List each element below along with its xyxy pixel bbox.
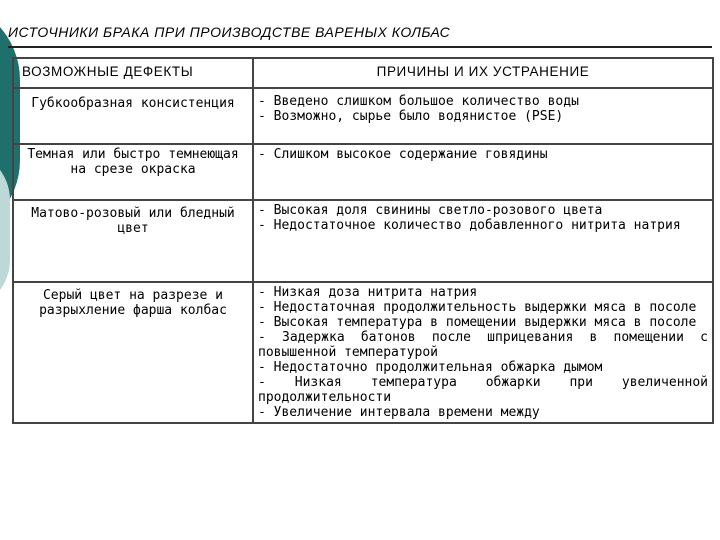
cause-item: - Увеличение интервала времени между — [258, 405, 540, 420]
cause-item: - Высокая доля свинины светло-розового цвета — [258, 203, 603, 218]
cause-item: - Недостаточное количество добавленного нитрита натрия — [258, 218, 681, 233]
cause-item: - Недостаточная продолжительность выдержки мяса в посоле — [258, 300, 697, 315]
cause-item: - Введено слишком большое количество воды — [258, 94, 579, 109]
table-row — [13, 144, 713, 200]
cause-item: - Недостаточно продолжительная обжарка дымом — [258, 360, 603, 375]
cause-item: - Высокая температура в помещении выдержки мяса в посоле — [258, 315, 697, 330]
causes-cell — [253, 144, 713, 200]
table-header-row — [13, 58, 713, 88]
defects-table — [12, 57, 714, 424]
defect-cell: Темная или быстро темнеющая на срезе окраска — [13, 144, 253, 200]
table-row — [13, 282, 713, 423]
cause-item: - Слишком высокое содержание говядины — [258, 147, 548, 162]
header-defects: ВОЗМОЖНЫЕ ДЕФЕКТЫ — [13, 58, 253, 88]
page-title: ИСТОЧНИКИ БРАКА ПРИ ПРОИЗВОДСТВЕ ВАРЕНЫХ КОЛБАС — [8, 24, 451, 40]
defect-cell: Серый цвет на разрезе и разрыхление фарша колбас — [13, 282, 253, 423]
causes-cell — [253, 282, 713, 423]
defect-cell: Матово-розовый или бледный цвет — [13, 200, 253, 282]
title-underline — [8, 46, 712, 48]
causes-cell — [253, 88, 713, 144]
table-row — [13, 88, 713, 144]
defect-cell: Губкообразная консистенция — [13, 88, 253, 144]
cause-item: - Низкая температура обжарки при увеличенной продолжительности — [258, 375, 708, 405]
cause-item: - Низкая доза нитрита натрия — [258, 285, 478, 300]
header-causes: ПРИЧИНЫ И ИХ УСТРАНЕНИЕ — [253, 58, 713, 88]
table-row — [13, 200, 713, 282]
causes-cell — [253, 200, 713, 282]
cause-item: - Задержка батонов после шприцевания в помещении с повышенной температурой — [258, 330, 708, 360]
cause-item: - Возможно, сырье было водянистое (PSE) — [258, 109, 564, 124]
